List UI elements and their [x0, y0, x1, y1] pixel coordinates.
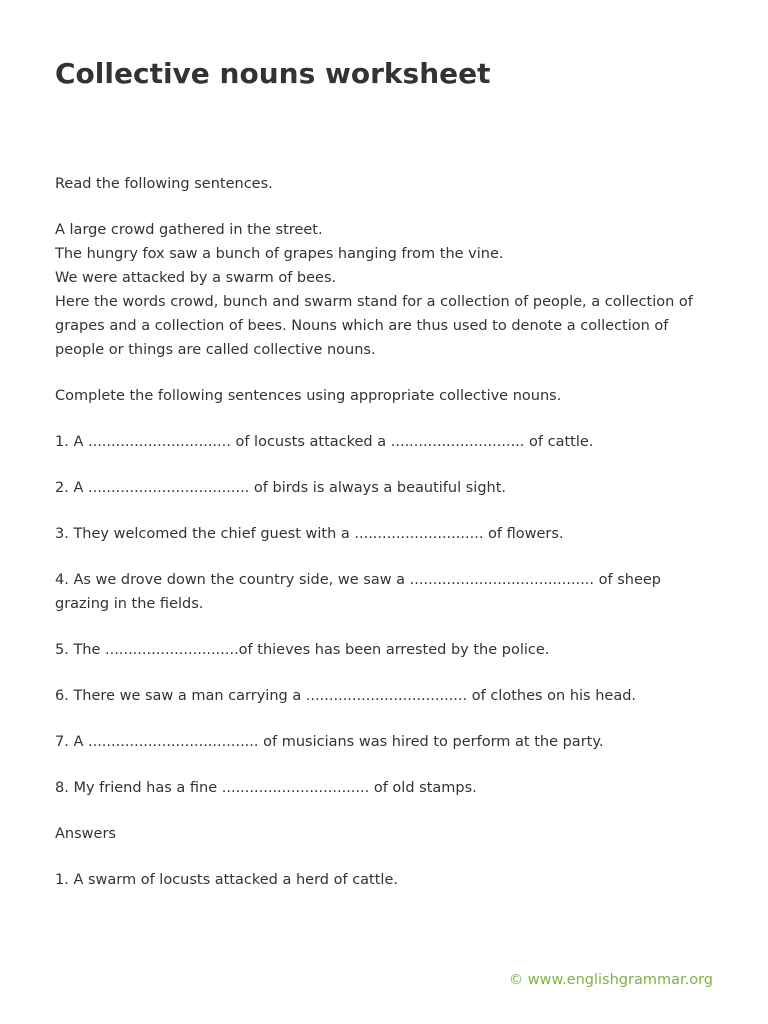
- example-sentence: A large crowd gathered in the street.: [55, 222, 323, 238]
- question-item: 2. A ................................... of birds is always a beautiful sight.: [55, 480, 507, 496]
- intro-text: Read the following sentences.: [55, 176, 273, 192]
- explanation-paragraph: Here the words crowd, bunch and swarm stand for a collection of people, a collection of grapes and a collection of bees. Nouns which are thus used to denote a collection of people or things are called collective nouns.: [55, 294, 693, 358]
- question-item: 3. They welcomed the chief guest with a ............................ of flowers.: [55, 526, 564, 542]
- example-sentences: [55, 218, 715, 362]
- instruction-text: Complete the following sentences using appropriate collective nouns.: [55, 388, 562, 404]
- question-item: 7. A ..................................... of musicians was hired to perform at the party.: [55, 734, 604, 750]
- question-item: 6. There we saw a man carrying a ................................... of clothes on his head.: [55, 688, 637, 704]
- question-item: 5. The .............................of thieves has been arrested by the police.: [55, 642, 550, 658]
- answer-item: 1. A swarm of locusts attacked a herd of cattle.: [55, 872, 398, 888]
- copyright-footer[interactable]: © www.englishgrammar.org: [508, 972, 713, 988]
- worksheet-body: [55, 172, 715, 914]
- answers-heading: Answers: [55, 826, 116, 842]
- example-sentence: The hungry fox saw a bunch of grapes hanging from the vine.: [55, 246, 504, 262]
- example-sentence: We were attacked by a swarm of bees.: [55, 270, 337, 286]
- worksheet-title: Collective nouns worksheet: [55, 57, 491, 90]
- question-item: 1. A ............................... of locusts attacked a ............................. of cattle.: [55, 434, 594, 450]
- question-item: 8. My friend has a fine ................................ of old stamps.: [55, 780, 477, 796]
- question-item: 4. As we drove down the country side, we saw a ........................................ of sheep grazing in the fields.: [55, 572, 662, 612]
